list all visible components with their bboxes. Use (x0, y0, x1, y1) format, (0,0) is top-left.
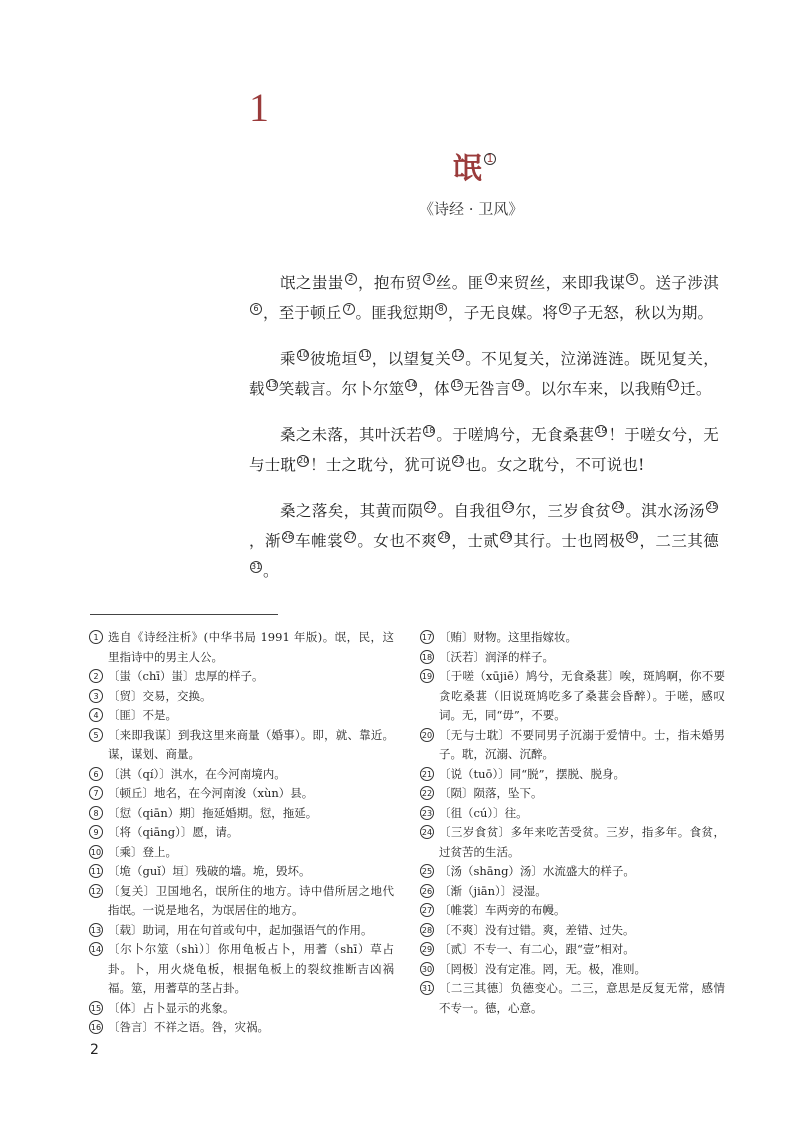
footnote-item (420, 862, 725, 882)
footnote-marker: 19 (596, 426, 607, 435)
footnote-item (420, 726, 725, 765)
poem-stanza (249, 344, 719, 404)
footnote-text: 〔乘〕登上。 (108, 844, 177, 859)
stanza-text: 。送子涉淇 (639, 274, 719, 292)
footnote-marker: 5 (626, 273, 638, 285)
footnote-text: 〔贰〕不专一、有二心，跟“壹”相对。 (439, 942, 635, 956)
footnote-item (89, 706, 394, 726)
footnote-text: 〔不爽〕没有过错。爽，差错、过失。 (439, 922, 635, 937)
chapter-number: 1 (249, 85, 269, 130)
footnote-number: 30 (420, 962, 434, 976)
stanza-text: ，子无良媒。将 (448, 304, 558, 322)
footnote-text: 〔咎言〕不祥之语。咎，灾祸。 (108, 1020, 269, 1034)
stanza-text: 也。女之耽兮，不可说也! (465, 456, 645, 474)
stanza-text: 桑之落矣，其黄而陨 (280, 502, 424, 520)
footnote-item (89, 882, 394, 921)
footnote-marker: 29 (501, 532, 512, 541)
footnote-marker: 7 (343, 303, 355, 315)
stanza-text: 。以尔车来，以我贿 (524, 380, 667, 398)
footnote-text: 〔将（qiāng）〕愿，请。 (108, 825, 239, 839)
footnote-item (420, 667, 725, 726)
stanza-text: 乘 (280, 350, 296, 368)
footnote-number: 22 (420, 786, 434, 800)
footnote-item (89, 999, 394, 1019)
footnote-number: 31 (420, 981, 434, 995)
footnote-number: 12 (89, 884, 103, 898)
footnote-marker: 9 (559, 303, 571, 315)
footnote-text: 〔帷裳〕车两旁的布幔。 (439, 903, 566, 917)
footnote-number: 25 (420, 864, 434, 878)
footnote-item (89, 784, 394, 804)
footnote-text: 〔徂（cú）〕往。 (439, 805, 528, 820)
title-note-marker: 1 (484, 153, 496, 165)
footnote-marker: 14 (406, 380, 417, 389)
stanza-text: ，抱布贸 (357, 274, 422, 292)
stanza-text: ，体 (418, 380, 450, 398)
footnote-item (420, 784, 725, 804)
stanza-text: 。淇水汤汤 (625, 502, 705, 520)
footnote-text: 〔载〕助词，用在句首或句中，起加强语气的作用。 (108, 922, 373, 937)
stanza-text: 尔，三岁食贫 (515, 502, 612, 520)
footnote-marker: 16 (512, 380, 524, 389)
poem-source: 《诗经 · 卫风》 (419, 200, 524, 218)
poem-title (453, 146, 497, 187)
footnote-text: 〔贸〕交易，交换。 (108, 688, 212, 703)
footnote-number: 16 (89, 1020, 103, 1034)
footnote-marker: 11 (359, 350, 370, 359)
footnote-number: 14 (89, 942, 103, 956)
footnote-item (89, 726, 394, 765)
footnote-marker: 20 (298, 456, 309, 465)
stanza-text: 。女也不爽 (357, 532, 438, 550)
poem-body (249, 268, 719, 602)
footnote-text: 〔罔极〕没有定准。罔，无。极，准则。 (439, 961, 646, 976)
footnote-text: 〔来即我谋〕到我这里来商量（婚事）。即，就、靠近。谋，谋划、商量。 (108, 727, 394, 761)
footnote-number: 23 (420, 806, 434, 820)
footnote-item (89, 765, 394, 785)
footnote-text: 〔垝（guǐ）垣〕残破的墙。垝，毁坏。 (108, 864, 311, 878)
footnote-item (420, 648, 725, 668)
footnote-marker: 26 (282, 532, 294, 541)
footnote-number: 13 (89, 923, 103, 937)
footnote-marker: 30 (627, 532, 638, 541)
stanza-text: 迁。 (680, 380, 712, 398)
footnote-marker: 4 (485, 273, 497, 285)
footnote-item (420, 804, 725, 824)
footnote-text: 〔贿〕财物。这里指嫁妆。 (439, 630, 577, 644)
footnote-item (89, 1018, 394, 1038)
page-number: 2 (90, 1042, 99, 1058)
stanza-text: 。匪我愆期 (355, 304, 435, 322)
footnote-number: 9 (89, 825, 103, 839)
stanza-text: 。自我徂 (437, 502, 502, 520)
footnote-number: 28 (420, 923, 434, 937)
footnote-marker: 8 (435, 303, 447, 315)
footnote-number: 18 (420, 650, 434, 664)
footnote-marker: 13 (266, 380, 277, 389)
stanza-text: 。不见复关，泣涕涟涟。既见复关，载 (249, 350, 719, 398)
footnote-number: 21 (420, 767, 434, 781)
footnote-marker: 24 (613, 502, 624, 511)
stanza-text: 氓之蚩蚩 (280, 274, 344, 292)
footnote-item (89, 687, 394, 707)
stanza-text: ，以望复关 (371, 350, 452, 368)
footnote-number: 19 (420, 669, 434, 683)
footnote-marker: 2 (345, 273, 357, 285)
footnote-item (89, 843, 394, 863)
footnote-text: 〔说（tuō）〕同“脱”，摆脱、脱身。 (439, 766, 625, 781)
footnote-number: 15 (89, 1001, 103, 1015)
footnote-marker: 22 (425, 502, 436, 511)
footnote-item (89, 823, 394, 843)
footnote-number: 5 (89, 728, 103, 742)
footnote-text: 〔陨〕陨落，坠下。 (439, 786, 543, 800)
footnote-number: 7 (89, 786, 103, 800)
footnote-number: 4 (89, 708, 103, 722)
footnote-text: 〔二三其德〕负德变心。二三，意思是反复无常，感情不专一。德，心意。 (439, 981, 725, 1015)
stanza-text: 来贸丝，来即我谋 (497, 274, 626, 292)
footnote-marker: 15 (451, 380, 462, 389)
poem-stanza (249, 496, 719, 586)
footnote-text: 〔于嗟（xūjiē）鸠兮，无食桑葚〕唉，斑鸠啊，你不要贪吃桑葚（旧说斑鸠吃多了桑葚会昏醉）。于嗟，感叹词。无，同“毋”，不要。 (439, 669, 725, 722)
footnote-item (420, 921, 725, 941)
footnote-text: 〔无与士耽〕不要同男子沉溺于爱情中。士，指未婚男子。耽，沉溺、沉醉。 (439, 727, 725, 761)
footnote-number: 29 (420, 942, 434, 956)
footnote-marker: 21 (453, 456, 464, 465)
stanza-text: ！于嗟女兮，无与士耽 (249, 426, 719, 474)
footnote-number: 3 (89, 689, 103, 703)
footnote-number: 6 (89, 767, 103, 781)
footnote-number: 17 (420, 630, 434, 644)
footnote-number: 8 (89, 806, 103, 820)
footnote-item (420, 823, 725, 862)
footnote-number: 26 (420, 884, 434, 898)
stanza-text: 彼垝垣 (309, 350, 358, 368)
stanza-text: ！士之耽兮，犹可说 (310, 456, 452, 474)
footnote-marker: 28 (439, 532, 450, 541)
stanza-text: ，至于顿丘 (263, 304, 342, 322)
footnote-item (89, 940, 394, 999)
footnote-marker: 6 (250, 303, 262, 315)
stanza-text: 车帷裳 (294, 532, 344, 550)
footnote-item (420, 765, 725, 785)
footnote-marker: 17 (668, 380, 679, 389)
stanza-text: 丝。匪 (435, 274, 484, 292)
stanza-text: 桑之未落，其叶沃若 (280, 426, 423, 444)
footnote-item (89, 628, 394, 667)
poem-stanza (249, 268, 719, 328)
stanza-text: ，士贰 (451, 532, 500, 550)
footnote-item (420, 882, 725, 902)
footnote-item (89, 862, 394, 882)
footnote-text: 选自《诗经注析》(中华书局 1991 年版)。氓，民，这里指诗中的男主人公。 (108, 630, 394, 664)
footnote-number: 11 (89, 864, 103, 878)
footnote-item (420, 901, 725, 921)
footnote-number: 1 (89, 630, 103, 644)
stanza-text: ，渐 (249, 532, 281, 550)
footnote-text: 〔蚩（chī）蚩〕忠厚的样子。 (108, 669, 264, 683)
footnote-number: 27 (420, 903, 434, 917)
footnote-text: 〔汤（shāng）汤〕水流盛大的样子。 (439, 864, 635, 878)
footnote-marker: 10 (297, 350, 309, 359)
poem-title-text: 氓 (453, 151, 483, 185)
footnotes-left-column (89, 628, 394, 1038)
stanza-text: 子无怒，秋以为期。 (571, 304, 714, 322)
footnote-text: 〔复关〕卫国地名，氓所住的地方。诗中借所居之地代指氓。一说是地名，为氓居住的地方。 (108, 883, 394, 917)
footnote-text: 〔沃若〕润泽的样子。 (439, 649, 554, 664)
footnote-text: 〔淇（qí）〕淇水，在今河南境内。 (108, 766, 286, 781)
footnote-item (420, 628, 725, 648)
stanza-text: 无咎言 (463, 380, 511, 398)
footnote-marker: 23 (503, 502, 514, 511)
footnote-marker: 27 (345, 532, 356, 541)
footnote-item (89, 667, 394, 687)
footnote-number: 20 (420, 728, 434, 742)
footnote-item (420, 979, 725, 1018)
footnote-text: 〔愆（qiān）期〕拖延婚期。愆，拖延。 (108, 805, 318, 820)
footnote-text: 〔三岁食贫〕多年来吃苦受贫。三岁，指多年。食贫，过贫苦的生活。 (439, 825, 725, 859)
footnote-item (89, 804, 394, 824)
footnote-text: 〔渐（jiān）〕浸湿。 (439, 883, 547, 898)
footnote-divider (90, 614, 278, 615)
footnote-item (420, 940, 725, 960)
footnote-marker: 31 (251, 562, 262, 571)
stanza-text: 。于嗟鸠兮，无食桑葚 (436, 426, 595, 444)
footnote-number: 24 (420, 825, 434, 839)
poem-stanza (249, 420, 719, 480)
footnote-text: 〔体〕占卜显示的兆象。 (108, 1000, 235, 1015)
footnote-text: 〔尔卜尔筮（shì）〕你用龟板占卜，用蓍（shī）草占卦。卜，用火烧龟板，根据龟板上的裂纹推断吉凶祸福。筮，用蓍草的茎占卦。 (108, 942, 394, 995)
footnote-marker: 25 (706, 502, 718, 511)
footnote-text: 〔顿丘〕地名，在今河南浚（xùn）县。 (108, 786, 314, 800)
footnote-marker: 12 (453, 350, 464, 359)
footnote-item (420, 960, 725, 980)
stanza-text: 笑载言。尔卜尔筮 (278, 380, 405, 398)
stanza-text: 其行。士也罔极 (513, 532, 626, 550)
footnote-text: 〔匪〕不是。 (108, 708, 177, 722)
footnotes-right-column (420, 628, 725, 1018)
footnote-marker: 3 (423, 273, 435, 285)
stanza-text: 。 (263, 562, 279, 580)
footnote-item (89, 921, 394, 941)
footnote-number: 10 (89, 845, 103, 859)
stanza-text: ，二三其德 (639, 532, 719, 550)
footnote-marker: 18 (424, 426, 435, 435)
footnote-number: 2 (89, 669, 103, 683)
